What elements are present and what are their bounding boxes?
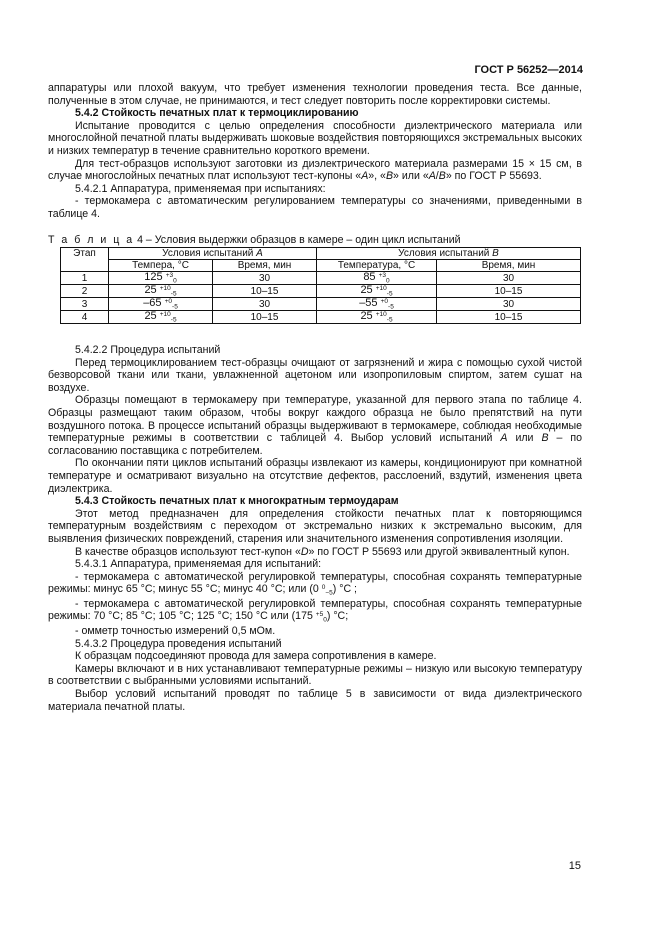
cell-temp-a [109, 298, 213, 311]
text-block-top [48, 82, 582, 221]
top-paragraph-2: Испытание проводится с целью определения способности диэлектрического материала или многослойной печатной платы выдерживать шоковые воздействия повторяющихся экстремальных высоких и низких температур в течение сравнительно короткого времени. [48, 119, 582, 157]
table-caption-prefix: Т а б л и ц а [48, 234, 135, 246]
temp-b-tolerance: $^{+0}_{-5}$ [380, 297, 394, 311]
bottom-paragraph-1: Перед термоциклированием тест-образцы очищают от загрязнений и жира с помощью сухой чистой безворсовой ткани или ткани, увлажненной ацетоном или изопропиловым спиртом, затем сушат на воздухе. [48, 356, 582, 394]
bottom-paragraph-7: 5.4.3.1 Аппаратура, применяемая для испытаний: [75, 558, 322, 571]
col-time-a-header: Время, мин [213, 260, 317, 272]
temp-b-tolerance: $^{+10}_{-5}$ [375, 284, 393, 298]
bottom-paragraph-2: Образцы помещают в термокамеру при температуре, указанной для первого этапа по таблице 4. Образцы размещают таким образом, чтобы вокруг каждого образца не было препятствий на пути воздушного потока. В процессе испытаний образцы выдерживают в термокамере, соблюдая необходимые температурные режимы в соответствии с таблицей 4. Выбор условий испытаний A или B – по согласованию поставщика с потребителем. [48, 394, 582, 457]
table-row [61, 285, 581, 298]
table-row [61, 298, 581, 311]
temp-a-tolerance: $^{+10}_{-5}$ [159, 284, 177, 298]
cell-temp-b [317, 272, 437, 285]
table-caption [48, 234, 461, 246]
cell-temp-a [109, 285, 213, 298]
temp-b-value: 85 [363, 271, 376, 283]
bottom-paragraph-14: Выбор условий испытаний проводят по таблице 5 в зависимости от вида диэлектрического материала печатной платы. [48, 688, 582, 713]
top-paragraph-0: аппаратуры или плохой вакуум, что требует изменения технологии проведения теста. Все данные, полученные в этом случае, не принимаются, и тест следует повторить после корректировки системы. [48, 82, 582, 107]
bottom-paragraph-3: По окончании пяти циклов испытаний образцы извлекают из камеры, кондиционируют при комнатной температуре и осматривают визуально на отсутствие дефектов, расслоений, вздутий, изменения цвета диэлектрика. [48, 457, 582, 495]
cell-temp-a [109, 272, 213, 285]
table-row [61, 272, 581, 285]
cell-time-a: 30 [213, 272, 317, 285]
cell-time-b: 10–15 [437, 311, 581, 324]
table-caption-text: 4 – Условия выдержки образцов в камере – один цикл испытаний [134, 234, 461, 246]
col-stage-header: Этап [61, 248, 109, 272]
bottom-paragraph-9: - термокамера с автоматической регулировкой температуры, способная сохранять температурные режимы: 70 °C; 85 °C; 105 °C; 125 °C; 150 °C или (175 $^{+5}_0$) °C; [48, 597, 582, 624]
col-temp-b-header: Температура, °C [317, 260, 437, 272]
cell-stage: 1 [61, 272, 109, 285]
bottom-paragraph-4: 5.4.3 Стойкость печатных плат к многократным термоударам [75, 495, 399, 508]
temp-a-tolerance: $^{+10}_{-5}$ [159, 310, 177, 324]
temp-b-value: 25 [360, 284, 373, 296]
cell-stage: 2 [61, 285, 109, 298]
cell-time-b: 30 [437, 272, 581, 285]
temp-a-value: 125 [144, 271, 163, 283]
temp-b-value: –55 [359, 297, 378, 309]
top-paragraph-3: Для тест-образцов используют заготовки из диэлектрического материала размерами 15 × 15 см, в случае многослойных печатных плат используют тест-купоны «A», «B» или «A/B» по ГОСТ Р 55693. [48, 157, 582, 183]
group-a-header: Условия испытаний A [109, 248, 317, 260]
table-row [61, 311, 581, 324]
cell-stage: 3 [61, 298, 109, 311]
cell-temp-a [109, 311, 213, 324]
text-block-bottom [48, 344, 582, 713]
standard-number: ГОСТ Р 56252—2014 [474, 64, 583, 76]
cell-temp-b [317, 285, 437, 298]
page-number: 15 [568, 860, 581, 872]
table-header-row-2 [61, 260, 581, 272]
cell-time-b: 10–15 [437, 285, 581, 298]
group-b-header: Условия испытаний B [317, 248, 581, 260]
bottom-paragraph-0: 5.4.2.2 Процедура испытаний [75, 344, 221, 356]
bottom-paragraph-5: Этот метод предназначен для определения стойкости печатных плат к повторяющимся температурным воздействиям с переходом от экстремально низких к экстремально высоким, для выявления физических повреждений, старения или значительного изменения сопротивления изоляции. [48, 507, 582, 545]
temp-a-value: 25 [144, 310, 157, 322]
top-paragraph-1: 5.4.2 Стойкость печатных плат к термоциклированию [75, 107, 359, 120]
temp-b-value: 25 [360, 310, 373, 322]
table-4 [60, 247, 581, 324]
cell-temp-b [317, 298, 437, 311]
col-temp-a-header: Темпера, °C [109, 260, 213, 272]
cell-temp-b [317, 311, 437, 324]
cell-time-b: 30 [437, 298, 581, 311]
top-paragraph-5: - термокамера с автоматическим регулированием температуры со значениями, приведенными в таблице 4. [48, 195, 582, 220]
bottom-paragraph-8: - термокамера с автоматической регулировкой температуры, способная сохранять температурные режимы: минус 65 °C; минус 55 °C; минус 40 °C; или (0 $^0_{-5}$) °C ; [48, 570, 582, 597]
cell-time-a: 10–15 [213, 285, 317, 298]
temp-a-tolerance: $^{+3}_0$ [165, 271, 177, 285]
temp-b-tolerance: $^{+3}_0$ [378, 271, 390, 285]
col-time-b-header: Время, мин [437, 260, 581, 272]
temp-a-value: 25 [144, 284, 157, 296]
temp-a-tolerance: $^{+0}_{-5}$ [164, 297, 178, 311]
top-paragraph-4: 5.4.2.1 Аппаратура, применяемая при испытаниях: [75, 182, 326, 195]
cell-stage: 4 [61, 311, 109, 324]
bottom-paragraph-13: Камеры включают и в них устанавливают температурные режимы – низкую или высокую температуру в соответствии с выбранными условиями испытаний. [48, 662, 582, 688]
bottom-paragraph-6: В качестве образцов используют тест-купон «D» по ГОСТ Р 55693 или другой эквивалентный купон. [75, 545, 570, 558]
bottom-paragraph-11: 5.4.3.2 Процедура проведения испытаний [75, 637, 282, 650]
temp-a-value: –65 [143, 297, 162, 309]
cell-time-a: 10–15 [213, 311, 317, 324]
table-header-row-1 [61, 248, 581, 260]
bottom-paragraph-10: - омметр точностью измерений 0,5 мОм. [75, 625, 276, 638]
temp-b-tolerance: $^{+10}_{-5}$ [375, 310, 393, 324]
bottom-paragraph-12: К образцам подсоединяют провода для замера сопротивления в камере. [75, 650, 437, 663]
cell-time-a: 30 [213, 298, 317, 311]
